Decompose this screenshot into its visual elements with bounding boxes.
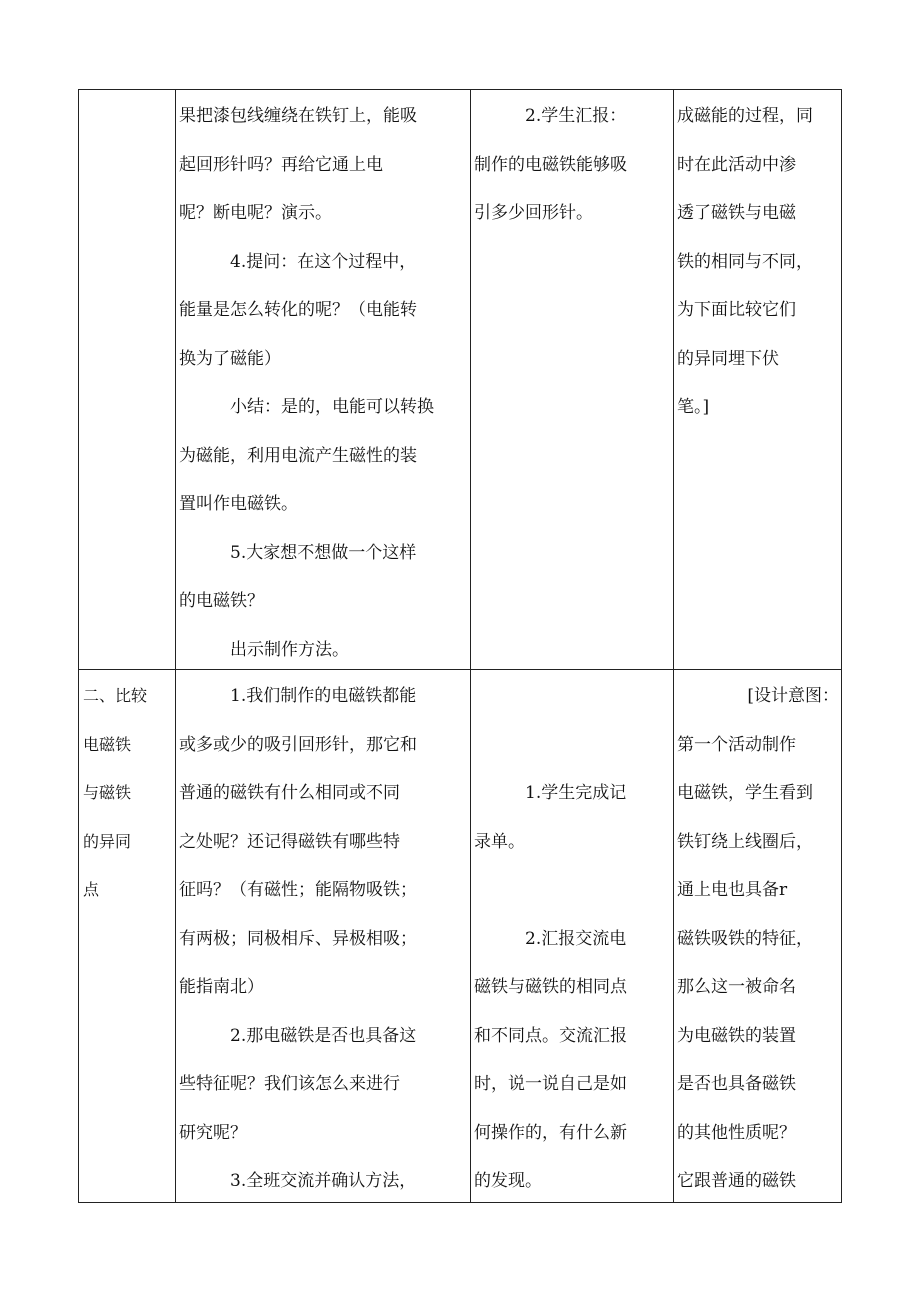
text-line: 或多或少的吸引回形针，那它和: [179, 734, 417, 755]
row2-stage-cell: [83, 672, 173, 915]
text-line: 呢？断电呢？演示。: [179, 203, 332, 223]
text-line: 第一个活动制作: [677, 734, 796, 755]
text-line: 与磁铁: [83, 783, 132, 802]
text-line: 透了磁铁与电磁: [677, 203, 796, 223]
text-line: 1.我们制作的电磁铁都能: [230, 686, 417, 706]
text-line: 为下面比较它们: [677, 300, 796, 320]
row1-design-cell: [677, 92, 839, 432]
text-line: 置叫作电磁铁。: [179, 494, 298, 514]
column-divider: [673, 90, 674, 1202]
column-divider: [470, 90, 471, 1202]
row2-teacher-cell: [179, 672, 467, 1206]
text-line: 3.全班交流并确认方法，: [230, 1171, 417, 1191]
text-line: 铁的相同与不同，: [677, 251, 813, 272]
text-line: 的异同埋下伏: [677, 348, 779, 369]
text-line: 的异同: [83, 831, 132, 851]
row2-student-cell: [474, 769, 670, 1206]
text-line: 何操作的，有什么新: [474, 1122, 627, 1143]
text-line: 之处呢？还记得磁铁有哪些特: [179, 831, 400, 852]
text-line: 为磁能，利用电流产生磁性的装: [179, 445, 417, 466]
text-line: 成磁能的过程，同: [677, 106, 813, 126]
text-line: 小结：是的，电能可以转换: [230, 397, 434, 417]
text-line: 换为了磁能）: [179, 348, 281, 369]
text-line: 果把漆包线缠绕在铁钉上，能吸: [179, 106, 417, 126]
text-line: 2.那电磁铁是否也具备这: [230, 1025, 417, 1046]
text-line: 2.汇报交流电: [525, 928, 627, 949]
text-line: 电磁铁: [83, 734, 132, 754]
text-line: 时在此活动中渗: [677, 154, 796, 175]
text-line: [设计意图：: [747, 686, 839, 706]
text-line: 2.学生汇报：: [525, 106, 627, 126]
text-line: 和不同点。交流汇报: [474, 1025, 627, 1046]
text-line: 的其他性质呢？: [677, 1122, 796, 1143]
row1-student-cell: [474, 92, 670, 238]
row2-design-cell: [677, 672, 839, 1206]
text-line: 通上电也具备r: [677, 880, 788, 900]
text-line: 磁铁与磁铁的相同点: [474, 977, 627, 997]
text-line: 点: [83, 880, 100, 899]
text-line: 出示制作方法。: [230, 639, 349, 660]
text-line: 的电磁铁？: [179, 591, 264, 611]
text-line: 是否也具备磁铁: [677, 1074, 796, 1094]
text-line: 的发现。: [474, 1171, 542, 1191]
text-line: 磁铁吸铁的特征，: [677, 928, 813, 949]
lesson-plan-table: [78, 89, 842, 1203]
text-line: 电磁铁，学生看到: [677, 783, 813, 803]
text-line: 5.大家想不想做一个这样: [230, 542, 417, 563]
text-line: 能指南北）: [179, 977, 264, 997]
text-line: 笔。]: [677, 397, 710, 417]
text-line: 制作的电磁铁能够吸: [474, 154, 627, 175]
text-line: 1.学生完成记: [525, 783, 627, 803]
text-line: 能量是怎么转化的呢？（电能转: [179, 300, 417, 320]
text-line: 二、比较: [83, 686, 148, 705]
column-divider: [175, 90, 176, 1202]
text-line: 普通的磁铁有什么相同或不同: [179, 783, 400, 803]
text-line: 它跟普通的磁铁: [677, 1171, 796, 1191]
text-line: 些特征呢？我们该怎么来进行: [179, 1074, 400, 1094]
text-line: 有两极；同极相斥、异极相吸；: [179, 928, 417, 949]
text-line: 征吗？（有磁性；能隔物吸铁；: [179, 880, 417, 900]
row1-teacher-cell: [179, 92, 467, 674]
text-line: 引多少回形针。: [474, 203, 593, 223]
text-line: 那么这一被命名: [677, 977, 796, 997]
text-line: 4.提问：在这个过程中，: [230, 251, 417, 272]
text-line: 为电磁铁的装置: [677, 1025, 796, 1046]
text-line: 时，说一说自己是如: [474, 1074, 627, 1094]
text-line: 录单。: [474, 831, 525, 852]
text-line: 研究呢？: [179, 1122, 247, 1143]
text-line: 起回形针吗？再给它通上电: [179, 154, 383, 175]
text-line: 铁钉绕上线圈后，: [677, 831, 813, 852]
